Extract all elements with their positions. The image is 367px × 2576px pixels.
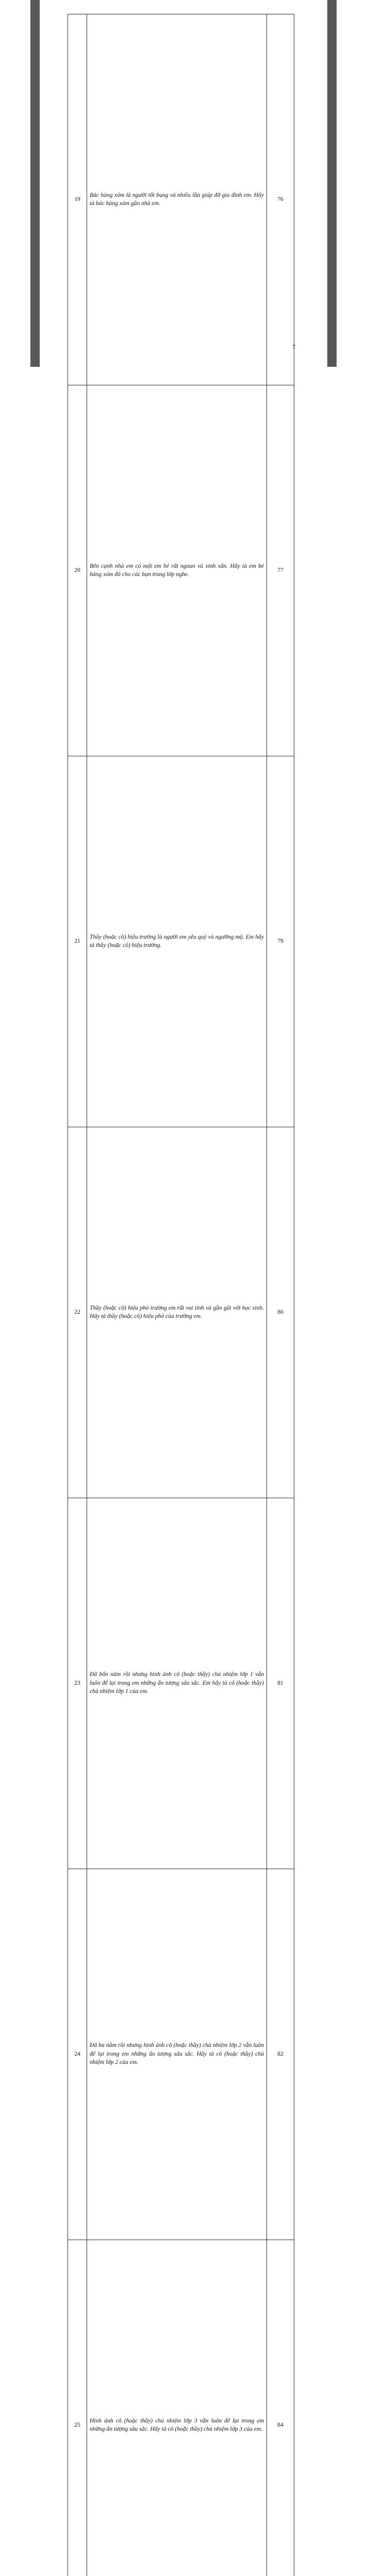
page-right-margin [337, 0, 367, 367]
row-number: 22 [68, 1127, 87, 1498]
row-number: 23 [68, 1498, 87, 1869]
page-number: 7 [292, 344, 295, 350]
row-number: 20 [68, 385, 87, 756]
table-row [68, 1127, 294, 1498]
row-number: 25 [68, 2240, 87, 2576]
table-body [68, 14, 294, 2576]
row-prompt-text: Bác hàng xóm là người tốt bụng và nhiều lần giúp đỡ gia đình em. Hãy tả bác hàng xóm gần nhà em. [87, 14, 267, 385]
row-page-number: 79 [267, 756, 294, 1127]
row-prompt-text: Thầy (hoặc cô) hiệu trưởng là người em yêu quý và ngưỡng mộ. Em hãy tả thầy (hoặc cô) hiệu trưởng. [87, 756, 267, 1127]
scanned-page [0, 0, 367, 367]
row-prompt-text: Bên cạnh nhà em có một em bé rất ngoan và xinh xắn. Hãy tả em bé hàng xóm đó cho các bạn trong lớp nghe. [87, 385, 267, 756]
table-row [68, 385, 294, 756]
table-row [68, 1869, 294, 2240]
row-number: 24 [68, 1869, 87, 2240]
row-prompt-text: Thầy (hoặc cô) hiệu phó trường em rất vui tính và gần gũi với học sinh. Hãy tả thầy (hoặc cô) hiệu phó của trường em. [87, 1127, 267, 1498]
page-sheet [40, 0, 327, 367]
question-index-table [68, 14, 294, 2576]
row-prompt-text: Đã ba năm rồi nhưng hình ảnh cô (hoặc thầy) chủ nhiệm lớp 2 vẫn luôn để lại trong em những ấn tượng sâu sắc. Hãy tả cô (hoặc thầy) chủ nhiệm lớp 2 của em. [87, 1869, 267, 2240]
row-page-number: 82 [267, 1869, 294, 2240]
row-prompt-text: Hình ảnh cô (hoặc thầy) chủ nhiệm lớp 3 vẫn luôn để lại trong em những ấn tượng sâu sắc. Hãy tả cô (hoặc thầy) chủ nhiệm lớp 3 của em. [87, 2240, 267, 2576]
table-row [68, 756, 294, 1127]
page-left-margin [0, 0, 30, 367]
row-page-number: 81 [267, 1498, 294, 1869]
row-page-number: 77 [267, 385, 294, 756]
row-page-number: 80 [267, 1127, 294, 1498]
row-page-number: 84 [267, 2240, 294, 2576]
scan-edge-right [327, 0, 337, 367]
table-row [68, 2240, 294, 2576]
row-page-number: 76 [267, 14, 294, 385]
row-prompt-text: Đã bốn năm rồi nhưng hình ảnh cô (hoặc thầy) chủ nhiệm lớp 1 vẫn luôn để lại trong em những ấn tượng sâu sắc. Em hãy tả cô (hoặc thầy) chủ nhiệm lớp 1 của em. [87, 1498, 267, 1869]
row-number: 19 [68, 14, 87, 385]
scan-edge-left [30, 0, 40, 367]
table-row [68, 14, 294, 385]
table-row [68, 1498, 294, 1869]
row-number: 21 [68, 756, 87, 1127]
